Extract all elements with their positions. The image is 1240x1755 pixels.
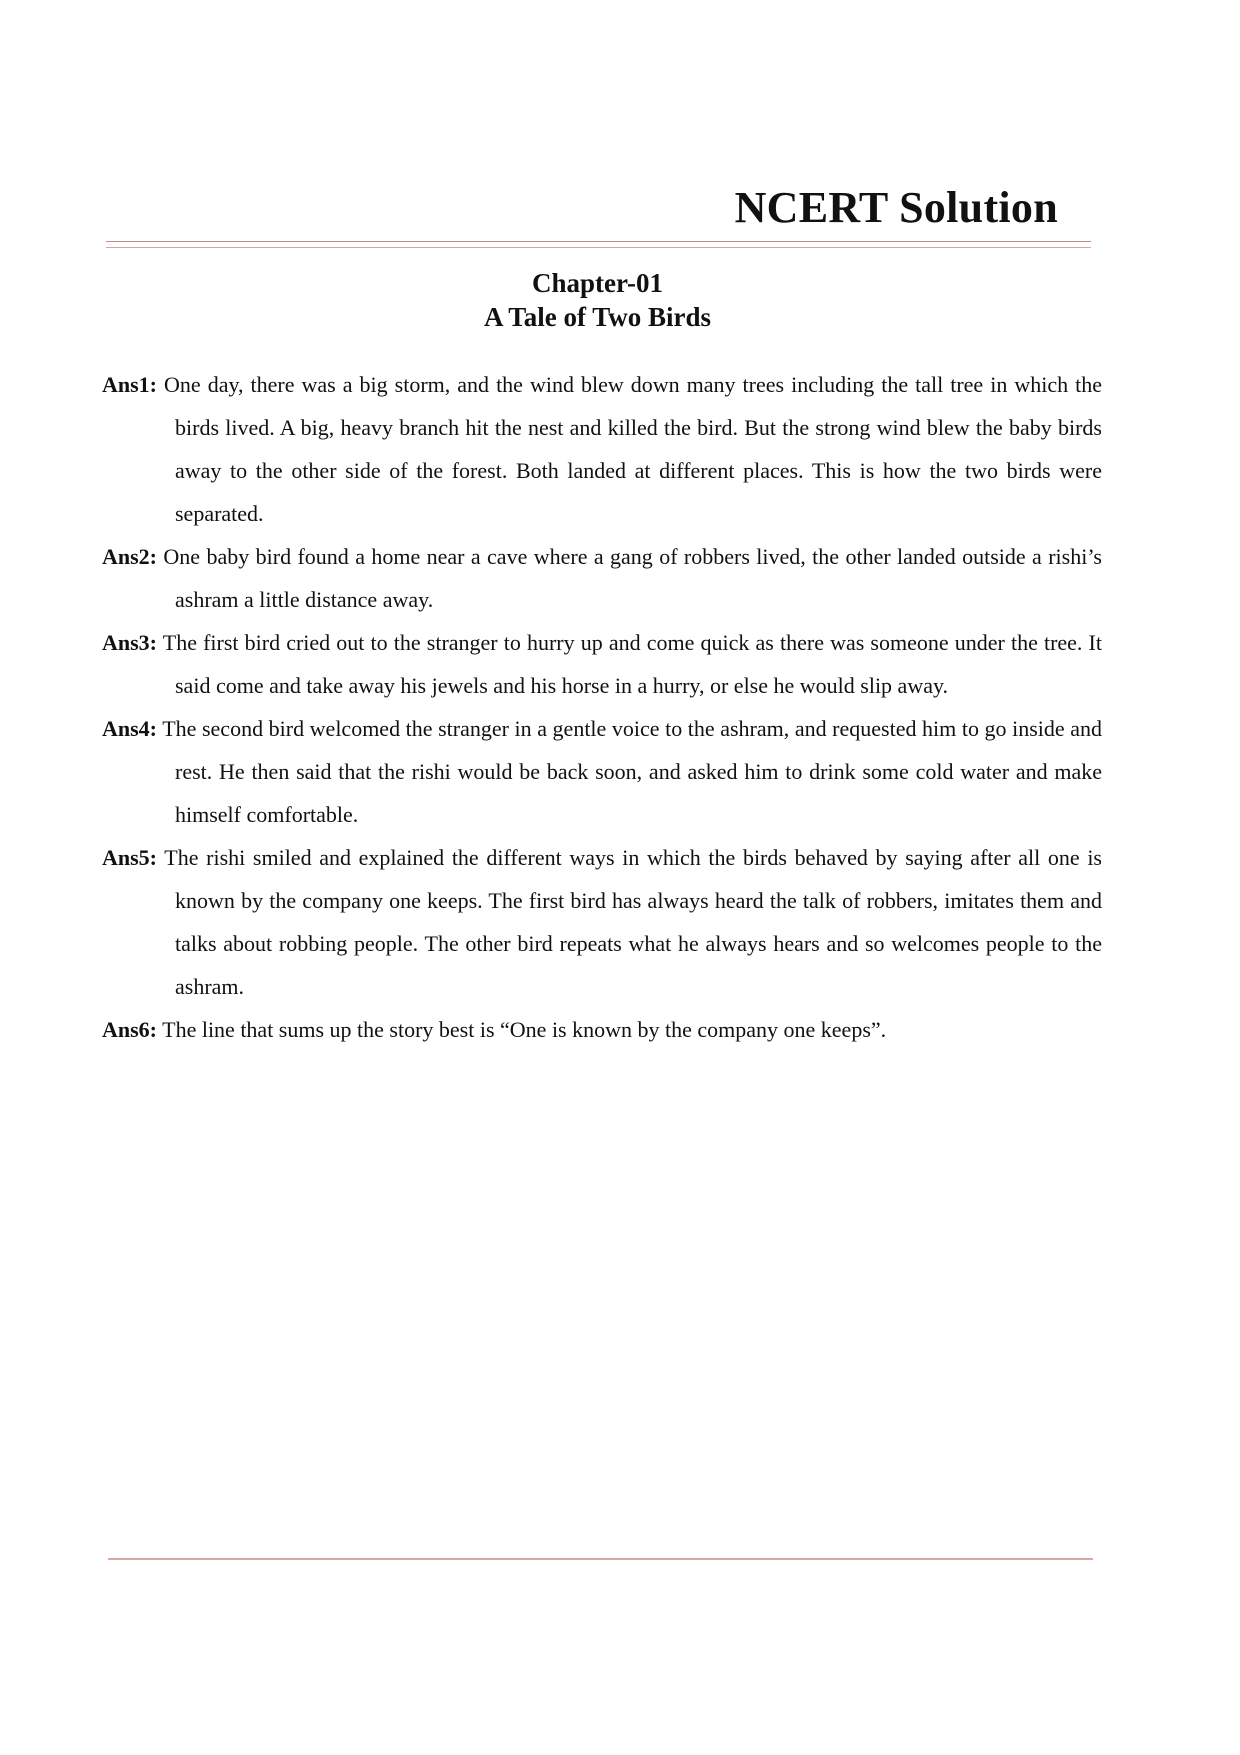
answer-label: Ans2:	[102, 544, 158, 569]
answer-label: Ans6:	[102, 1017, 158, 1042]
chapter-number: Chapter-01	[532, 268, 663, 298]
footer-divider	[108, 1558, 1093, 1560]
chapter-heading	[0, 266, 1195, 334]
answer-text: The first bird cried out to the stranger to hurry up and come quick as there was someone under the tree. It said come and take away his jewels and his horse in a hurry, or else he would slip away.	[162, 630, 1102, 698]
answer-text: The rishi smiled and explained the different ways in which the birds behaved by saying after all one is known by the company one keeps. The first bird has always heard the talk of robbers, imitates them and talks about robbing people. The other bird repeats what he always hears and so welcomes people to the ashram.	[164, 845, 1102, 999]
answer-text: One day, there was a big storm, and the wind blew down many trees including the tall tree in which the birds lived. A big, heavy branch hit the nest and killed the bird. But the strong wind blew the baby birds away to the other side of the forest. Both landed at different places. This is how the two birds were separated.	[164, 372, 1102, 526]
answer-5	[102, 836, 1102, 1008]
answer-text: The line that sums up the story best is “One is known by the company one keeps”.	[162, 1017, 887, 1042]
chapter-title: A Tale of Two Birds	[483, 302, 712, 332]
answer-label: Ans4:	[102, 716, 158, 741]
answer-text: The second bird welcomed the stranger in a gentle voice to the ashram, and requested him to go inside and rest. He then said that the rishi would be back soon, and asked him to drink some cold water and make himself comfortable.	[162, 716, 1103, 827]
page-header-title: NCERT Solution	[734, 183, 1058, 232]
answer-label: Ans5:	[102, 845, 158, 870]
answer-3	[102, 621, 1102, 707]
answer-1	[102, 363, 1102, 535]
answer-text: One baby bird found a home near a cave where a gang of robbers lived, the other landed outside a rishi’s ashram a little distance away.	[163, 544, 1102, 612]
answers-list	[102, 363, 1102, 1051]
answer-label: Ans3:	[102, 630, 158, 655]
answer-6	[102, 1008, 1102, 1051]
answer-2	[102, 535, 1102, 621]
header-divider-secondary	[106, 247, 1091, 248]
header-divider	[106, 241, 1091, 242]
answer-label: Ans1:	[102, 372, 158, 397]
answer-4	[102, 707, 1102, 836]
